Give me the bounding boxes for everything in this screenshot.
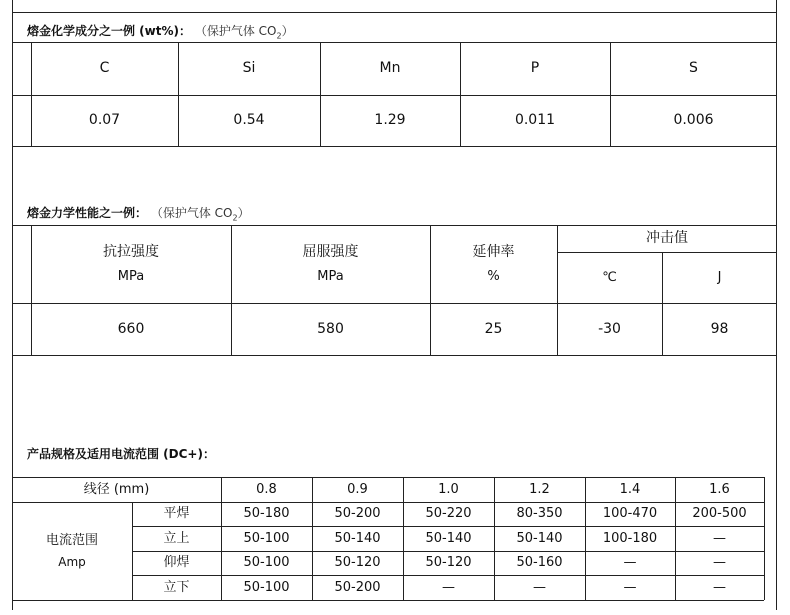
yield-label: 屈服强度: [302, 243, 359, 260]
section2-caption: [27, 204, 250, 222]
impact-temp-unit: ℃: [602, 269, 617, 285]
header-si: Si: [242, 60, 256, 77]
table-cell: —: [533, 579, 546, 595]
position-overhead: 仰焊: [163, 555, 190, 571]
impact-energy-value: 98: [710, 320, 729, 337]
elongation-header: [430, 225, 557, 303]
section2-note: （保护气体 $CO_2$）: [150, 206, 250, 223]
impact-energy-unit: J: [717, 269, 722, 285]
table-cell: 100-470: [602, 506, 658, 522]
diameter-1.0: 1.0: [438, 481, 459, 497]
header-s: S: [689, 60, 698, 77]
tensile-label: 抗拉强度: [103, 243, 159, 260]
header-mn: Mn: [379, 60, 401, 77]
table-cell: 50-220: [425, 506, 472, 522]
current-range-label: 电流范围: [45, 533, 98, 548]
table-cell: —: [623, 555, 637, 571]
table-cell: 50-140: [425, 530, 472, 546]
section3-title: 产品规格及适用电流范围 (DC+)：: [27, 447, 215, 461]
yield-header: [231, 225, 430, 303]
table-cell: 50-140: [334, 530, 381, 546]
table-cell: —: [623, 579, 637, 595]
diameter-1.6: 1.6: [709, 481, 730, 497]
elongation-unit: %: [487, 268, 500, 284]
header-p: P: [530, 60, 540, 77]
diameter-label: 线径 (mm): [83, 481, 150, 497]
value-si: 0.54: [233, 112, 265, 129]
value-mn: 1.29: [374, 112, 406, 129]
table-cell: 50-100: [243, 555, 290, 571]
yield-unit: MPa: [317, 268, 344, 284]
table-cell: 100-180: [602, 530, 658, 546]
impact-temp-value: -30: [598, 320, 621, 337]
section3-caption: [27, 445, 215, 462]
diameter-1.2: 1.2: [529, 481, 550, 497]
section2-title: 熔金力学性能之一例：: [27, 206, 148, 220]
tensile-unit: MPa: [117, 268, 145, 284]
table-cell: 50-160: [516, 555, 563, 571]
top-divider: [12, 12, 777, 13]
value-p: 0.011: [514, 112, 556, 129]
table-cell: —: [713, 579, 726, 595]
yield-value: 580: [317, 320, 344, 337]
current-range-unit: Amp: [58, 554, 86, 569]
table-cell: 50-120: [334, 555, 381, 571]
tensile-header: [31, 225, 231, 303]
value-c: 0.07: [88, 112, 121, 129]
diameter-1.4: 1.4: [619, 481, 641, 497]
table-cell: 50-200: [334, 506, 381, 522]
elongation-label: 延伸率: [472, 243, 515, 260]
table-cell: —: [713, 555, 726, 571]
header-c: C: [99, 60, 110, 77]
table-cell: 50-140: [516, 530, 563, 546]
section1-caption: [27, 22, 294, 40]
table-cell: 50-120: [425, 555, 472, 571]
diameter-0.8: 0.8: [256, 481, 277, 497]
tensile-value: 660: [117, 320, 145, 337]
position-flat: 平焊: [163, 506, 190, 522]
section1-title: 熔金化学成分之一例 (wt%)：: [27, 24, 191, 38]
table-cell: 50-100: [243, 579, 290, 595]
impact-label: 冲击值: [646, 230, 688, 247]
table-cell: 50-200: [334, 579, 381, 595]
table-cell: 50-180: [243, 506, 290, 522]
diameter-0.9: 0.9: [347, 481, 368, 497]
position-vertical-down: 立下: [163, 579, 190, 595]
position-vertical-up: 立上: [163, 530, 190, 546]
table-cell: —: [713, 530, 726, 546]
section1-note: （保护气体 $CO_2$）: [194, 24, 294, 41]
current-range-header: [12, 502, 132, 600]
table-cell: —: [442, 579, 455, 595]
table-cell: 50-100: [243, 530, 290, 546]
value-s: 0.006: [673, 112, 714, 129]
table-cell: 200-500: [692, 506, 747, 522]
elongation-value: 25: [484, 320, 503, 337]
table-cell: 80-350: [516, 506, 563, 522]
